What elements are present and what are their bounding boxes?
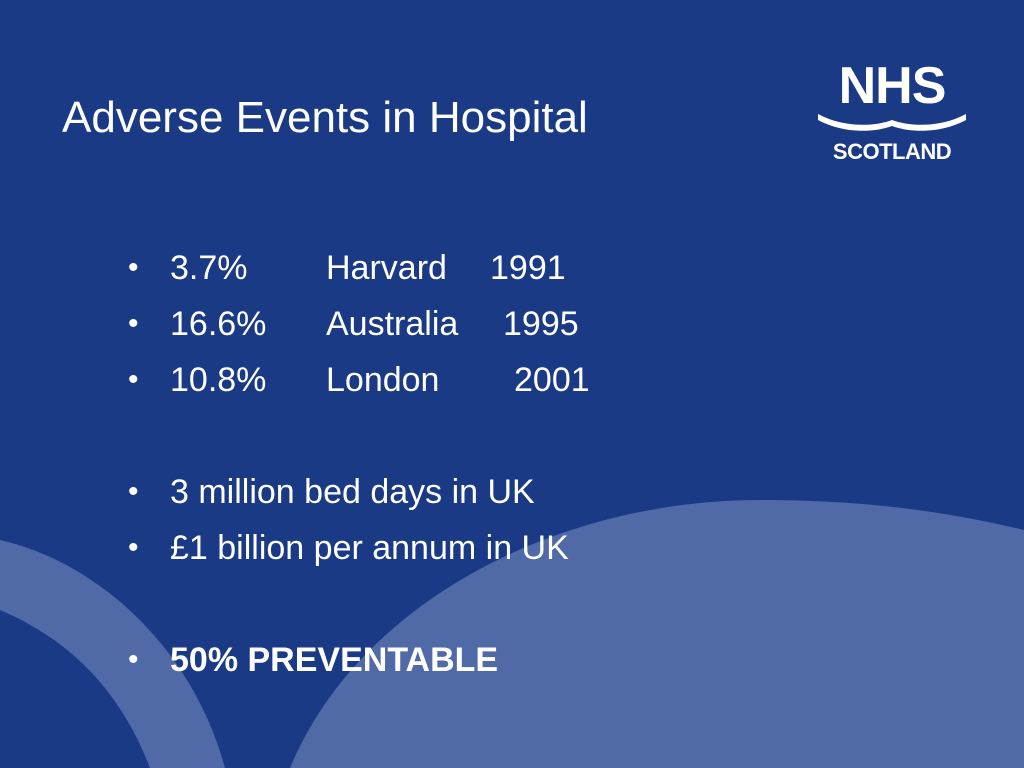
stat-year: 2001: [514, 361, 590, 399]
bullet-icon: •: [128, 251, 139, 284]
stat-year: 1991: [490, 249, 566, 287]
bullet-icon: •: [128, 363, 139, 396]
fact-text: 3 million bed days in UK: [170, 473, 535, 511]
conclusion-text: 50% PREVENTABLE: [170, 641, 499, 679]
stat-percent: 16.6%: [170, 305, 267, 343]
bullet-icon: •: [128, 643, 139, 676]
bullet-icon: •: [128, 475, 139, 508]
nhs-scotland-logo: [812, 58, 972, 168]
bullet-icon: •: [128, 531, 139, 564]
bullet-icon: •: [128, 307, 139, 340]
stat-percent: 3.7%: [170, 249, 248, 287]
logo-scotland-text: SCOTLAND: [832, 139, 952, 164]
stat-place: Australia: [326, 305, 459, 343]
stat-place: London: [326, 361, 440, 399]
slide-title: Adverse Events in Hospital: [62, 93, 588, 142]
logo-nhs-text: NHS: [838, 57, 946, 115]
open-book-icon: [812, 108, 972, 136]
stat-year: 1995: [503, 305, 579, 343]
fact-text: £1 billion per annum in UK: [170, 529, 569, 567]
stat-place: Harvard: [326, 249, 447, 287]
stat-percent: 10.8%: [170, 361, 267, 399]
